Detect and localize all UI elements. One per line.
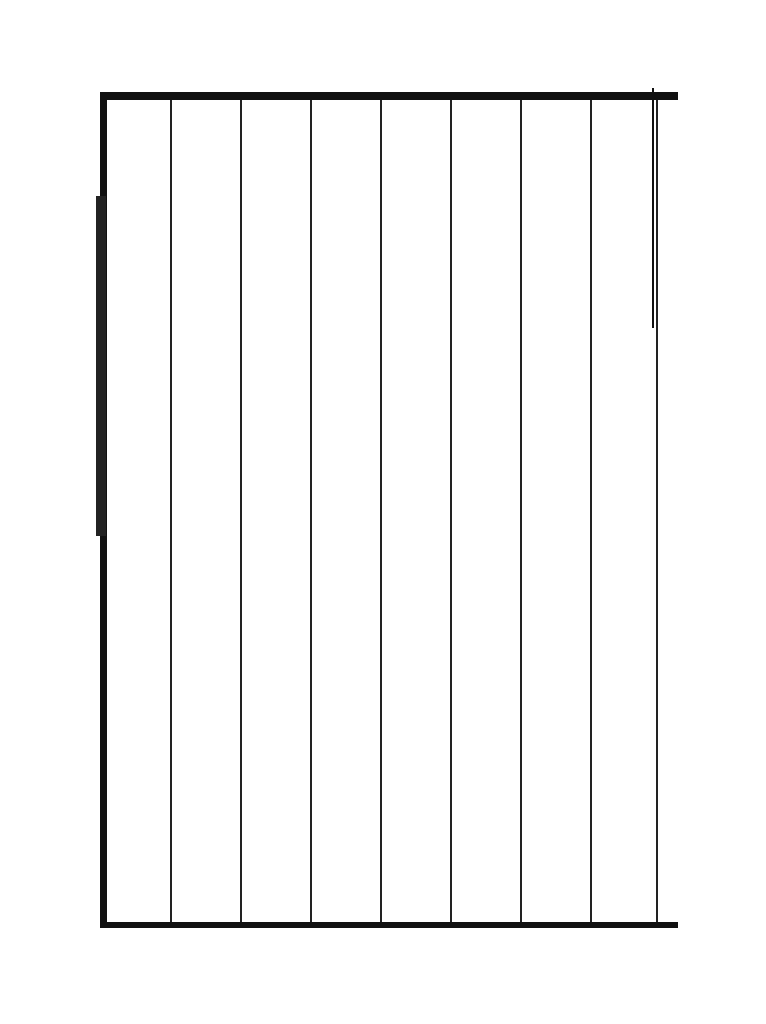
column-rule	[590, 100, 592, 922]
column-rule	[450, 100, 452, 922]
left-margin-mark	[96, 196, 106, 536]
page-header-margin	[652, 88, 694, 328]
top-border-rule	[100, 92, 678, 100]
column-rule	[240, 100, 242, 922]
column-rule	[310, 100, 312, 922]
ruled-frame	[100, 92, 678, 928]
column-rule	[170, 100, 172, 922]
column-rule	[380, 100, 382, 922]
bottom-border-rule	[100, 922, 678, 928]
column-rule	[520, 100, 522, 922]
